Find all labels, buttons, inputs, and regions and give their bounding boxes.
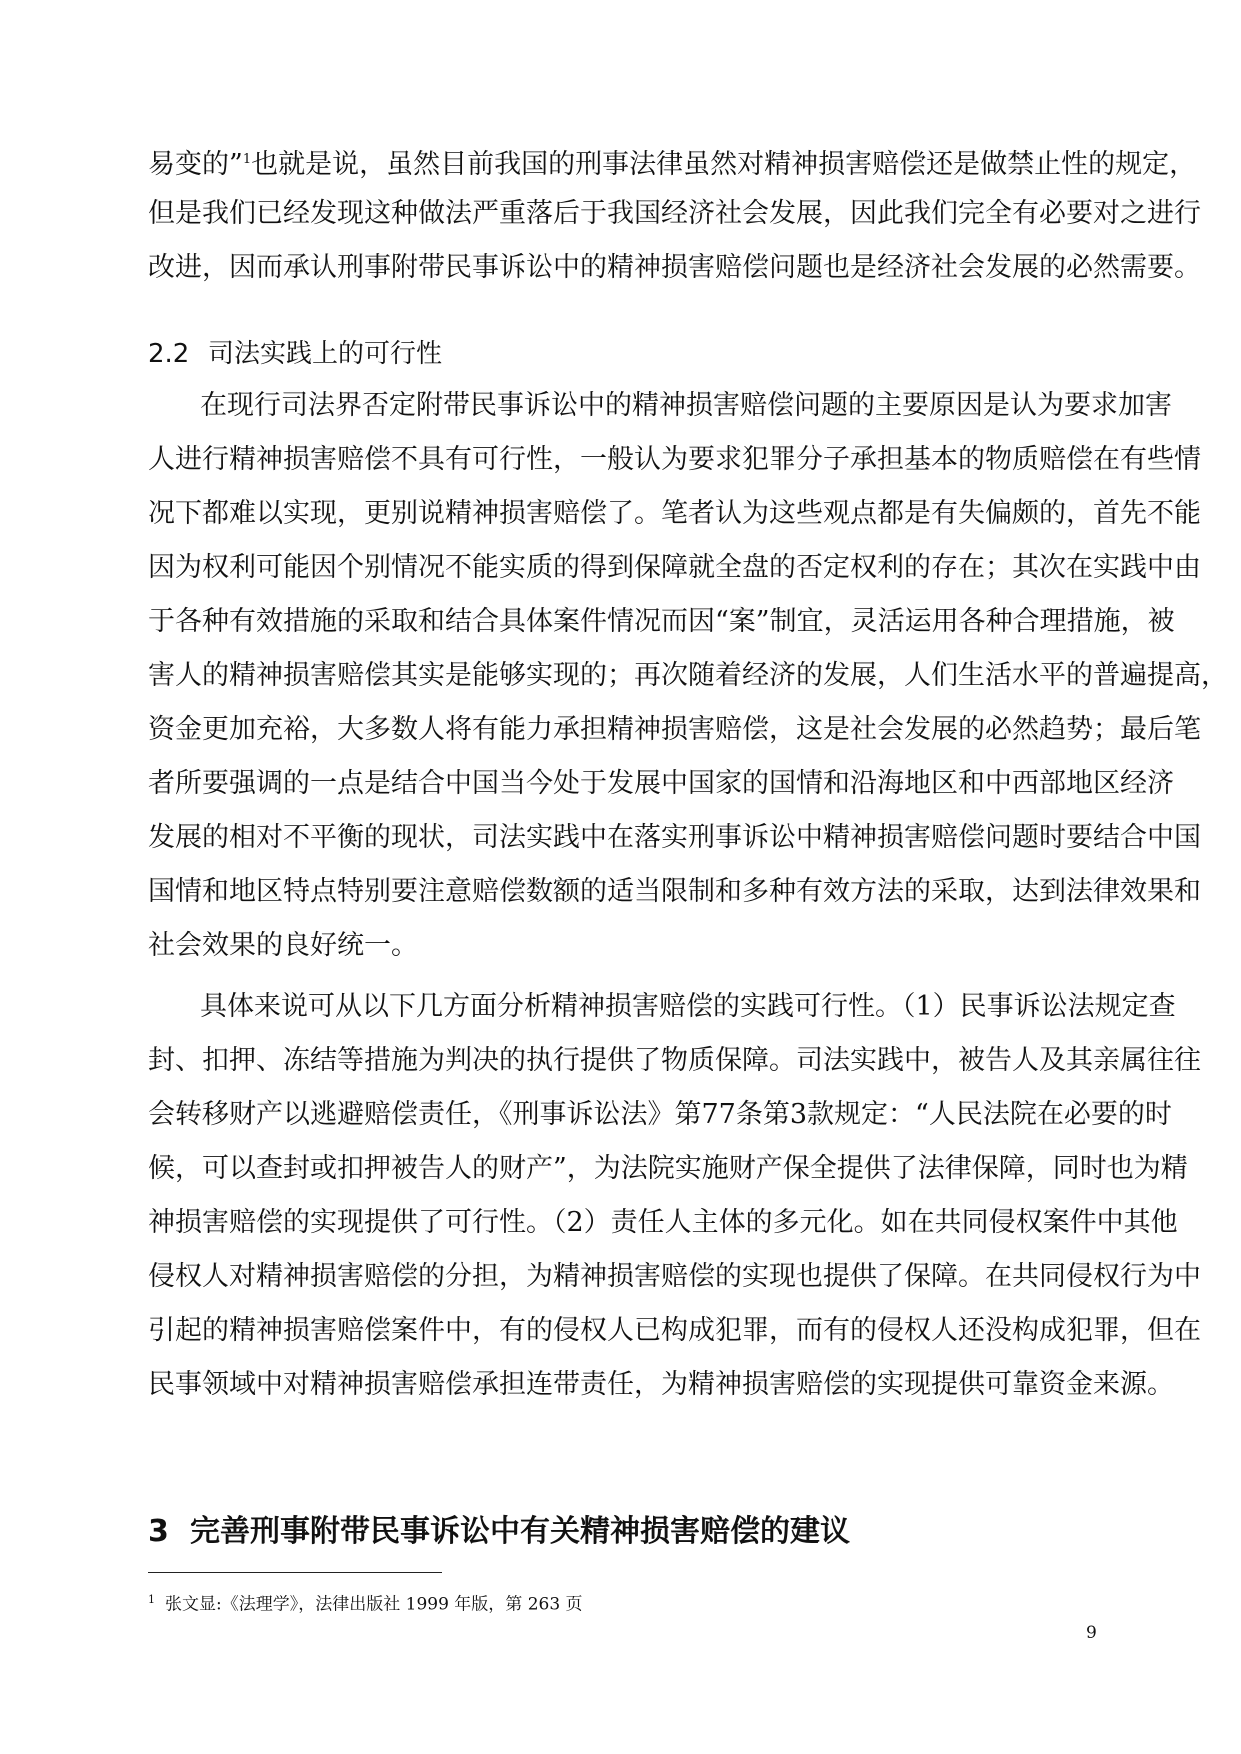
paragraph-2-line: 者所要强调的一点是结合中国当今处于发展中国家的国情和沿海地区和中西部地区经济 xyxy=(148,768,1174,799)
paragraph-3-line: 具体来说可从以下几方面分析精神损害赔偿的实践可行性。（1）民事诉讼法规定查 xyxy=(200,991,1176,1022)
paragraph-3-line: 民事领域中对精神损害赔偿承担连带责任，为精神损害赔偿的实现提供可靠资金来源。 xyxy=(148,1369,1174,1400)
paragraph-3-line: 神损害赔偿的实现提供了可行性。（2）责任人主体的多元化。如在共同侵权案件中其他 xyxy=(148,1207,1178,1238)
page-number: 9 xyxy=(1086,1623,1097,1643)
section-title: 司法实践上的可行性 xyxy=(208,339,443,369)
section-number: 3 xyxy=(148,1514,169,1549)
footnote-marker: 1 xyxy=(148,1593,155,1606)
paragraph-2-line: 况下都难以实现，更别说精神损害赔偿了。笔者认为这些观点都是有失偏颇的，首先不能 xyxy=(148,498,1201,529)
section-number: 2.2 xyxy=(148,339,190,369)
section-2-2-heading xyxy=(148,337,442,371)
paragraph-2-line: 社会效果的良好统一。 xyxy=(148,930,418,961)
footnote xyxy=(148,1588,583,1617)
paragraph-2-line: 害人的精神损害赔偿其实是能够实现的；再次随着经济的发展，人们生活水平的普遍提高， xyxy=(148,660,1228,691)
paragraph-2-line: 人进行精神损害赔偿不具有可行性，一般认为要求犯罪分子承担基本的物质赔偿在有些情 xyxy=(148,444,1201,475)
paragraph-2-line: 发展的相对不平衡的现状，司法实践中在落实刑事诉讼中精神损害赔偿问题时要结合中国 xyxy=(148,822,1201,853)
footnote-separator xyxy=(148,1572,442,1573)
section-3-heading xyxy=(148,1512,850,1552)
paragraph-1-line-2: 但是我们已经发现这种做法严重落后于我国经济社会发展，因此我们完全有必要对之进行 xyxy=(148,198,1201,229)
paragraph-2-line: 因为权利可能因个别情况不能实质的得到保障就全盘的否定权利的存在；其次在实践中由 xyxy=(148,552,1201,583)
paragraph-2-line: 于各种有效措施的采取和结合具体案件情况而因“案”制宜，灵活运用各种合理措施，被 xyxy=(148,606,1175,637)
paragraph-3-line: 侵权人对精神损害赔偿的分担，为精神损害赔偿的实现也提供了保障。在共同侵权行为中 xyxy=(148,1261,1201,1292)
section-title: 完善刑事附带民事诉讼中有关精神损害赔偿的建议 xyxy=(190,1514,850,1549)
text-run: 易变的” xyxy=(148,149,243,180)
text-run: 也就是说，虽然目前我国的刑事法律虽然对精神损害赔偿还是做禁止性的规定， xyxy=(251,149,1197,180)
paragraph-3-line: 会转移财产以逃避赔偿责任，《刑事诉讼法》第77条第3款规定：“人民法院在必要的时 xyxy=(148,1099,1172,1130)
paragraph-3-line: 引起的精神损害赔偿案件中，有的侵权人已构成犯罪，而有的侵权人还没构成犯罪，但在 xyxy=(148,1315,1201,1346)
paragraph-2-line: 在现行司法界否定附带民事诉讼中的精神损害赔偿问题的主要原因是认为要求加害 xyxy=(200,390,1172,421)
paragraph-1-line-3: 改进，因而承认刑事附带民事诉讼中的精神损害赔偿问题也是经济社会发展的必然需要。 xyxy=(148,252,1201,283)
paragraph-2-line: 国情和地区特点特别要注意赔偿数额的适当限制和多种有效方法的采取，达到法律效果和 xyxy=(148,876,1201,907)
paragraph-3-line: 封、扣押、冻结等措施为判决的执行提供了物质保障。司法实践中，被告人及其亲属往往 xyxy=(148,1045,1201,1076)
paragraph-3-line: 候，可以查封或扣押被告人的财产”，为法院实施财产保全提供了法律保障，同时也为精 xyxy=(148,1153,1188,1184)
paragraph-2-line: 资金更加充裕，大多数人将有能力承担精神损害赔偿，这是社会发展的必然趋势；最后笔 xyxy=(148,714,1201,745)
footnote-text: 张文显:《法理学》，法律出版社 1999 年版，第 263 页 xyxy=(165,1594,583,1615)
footnote-reference[interactable]: 1 xyxy=(242,152,252,167)
paragraph-1-line-1 xyxy=(148,143,1197,182)
